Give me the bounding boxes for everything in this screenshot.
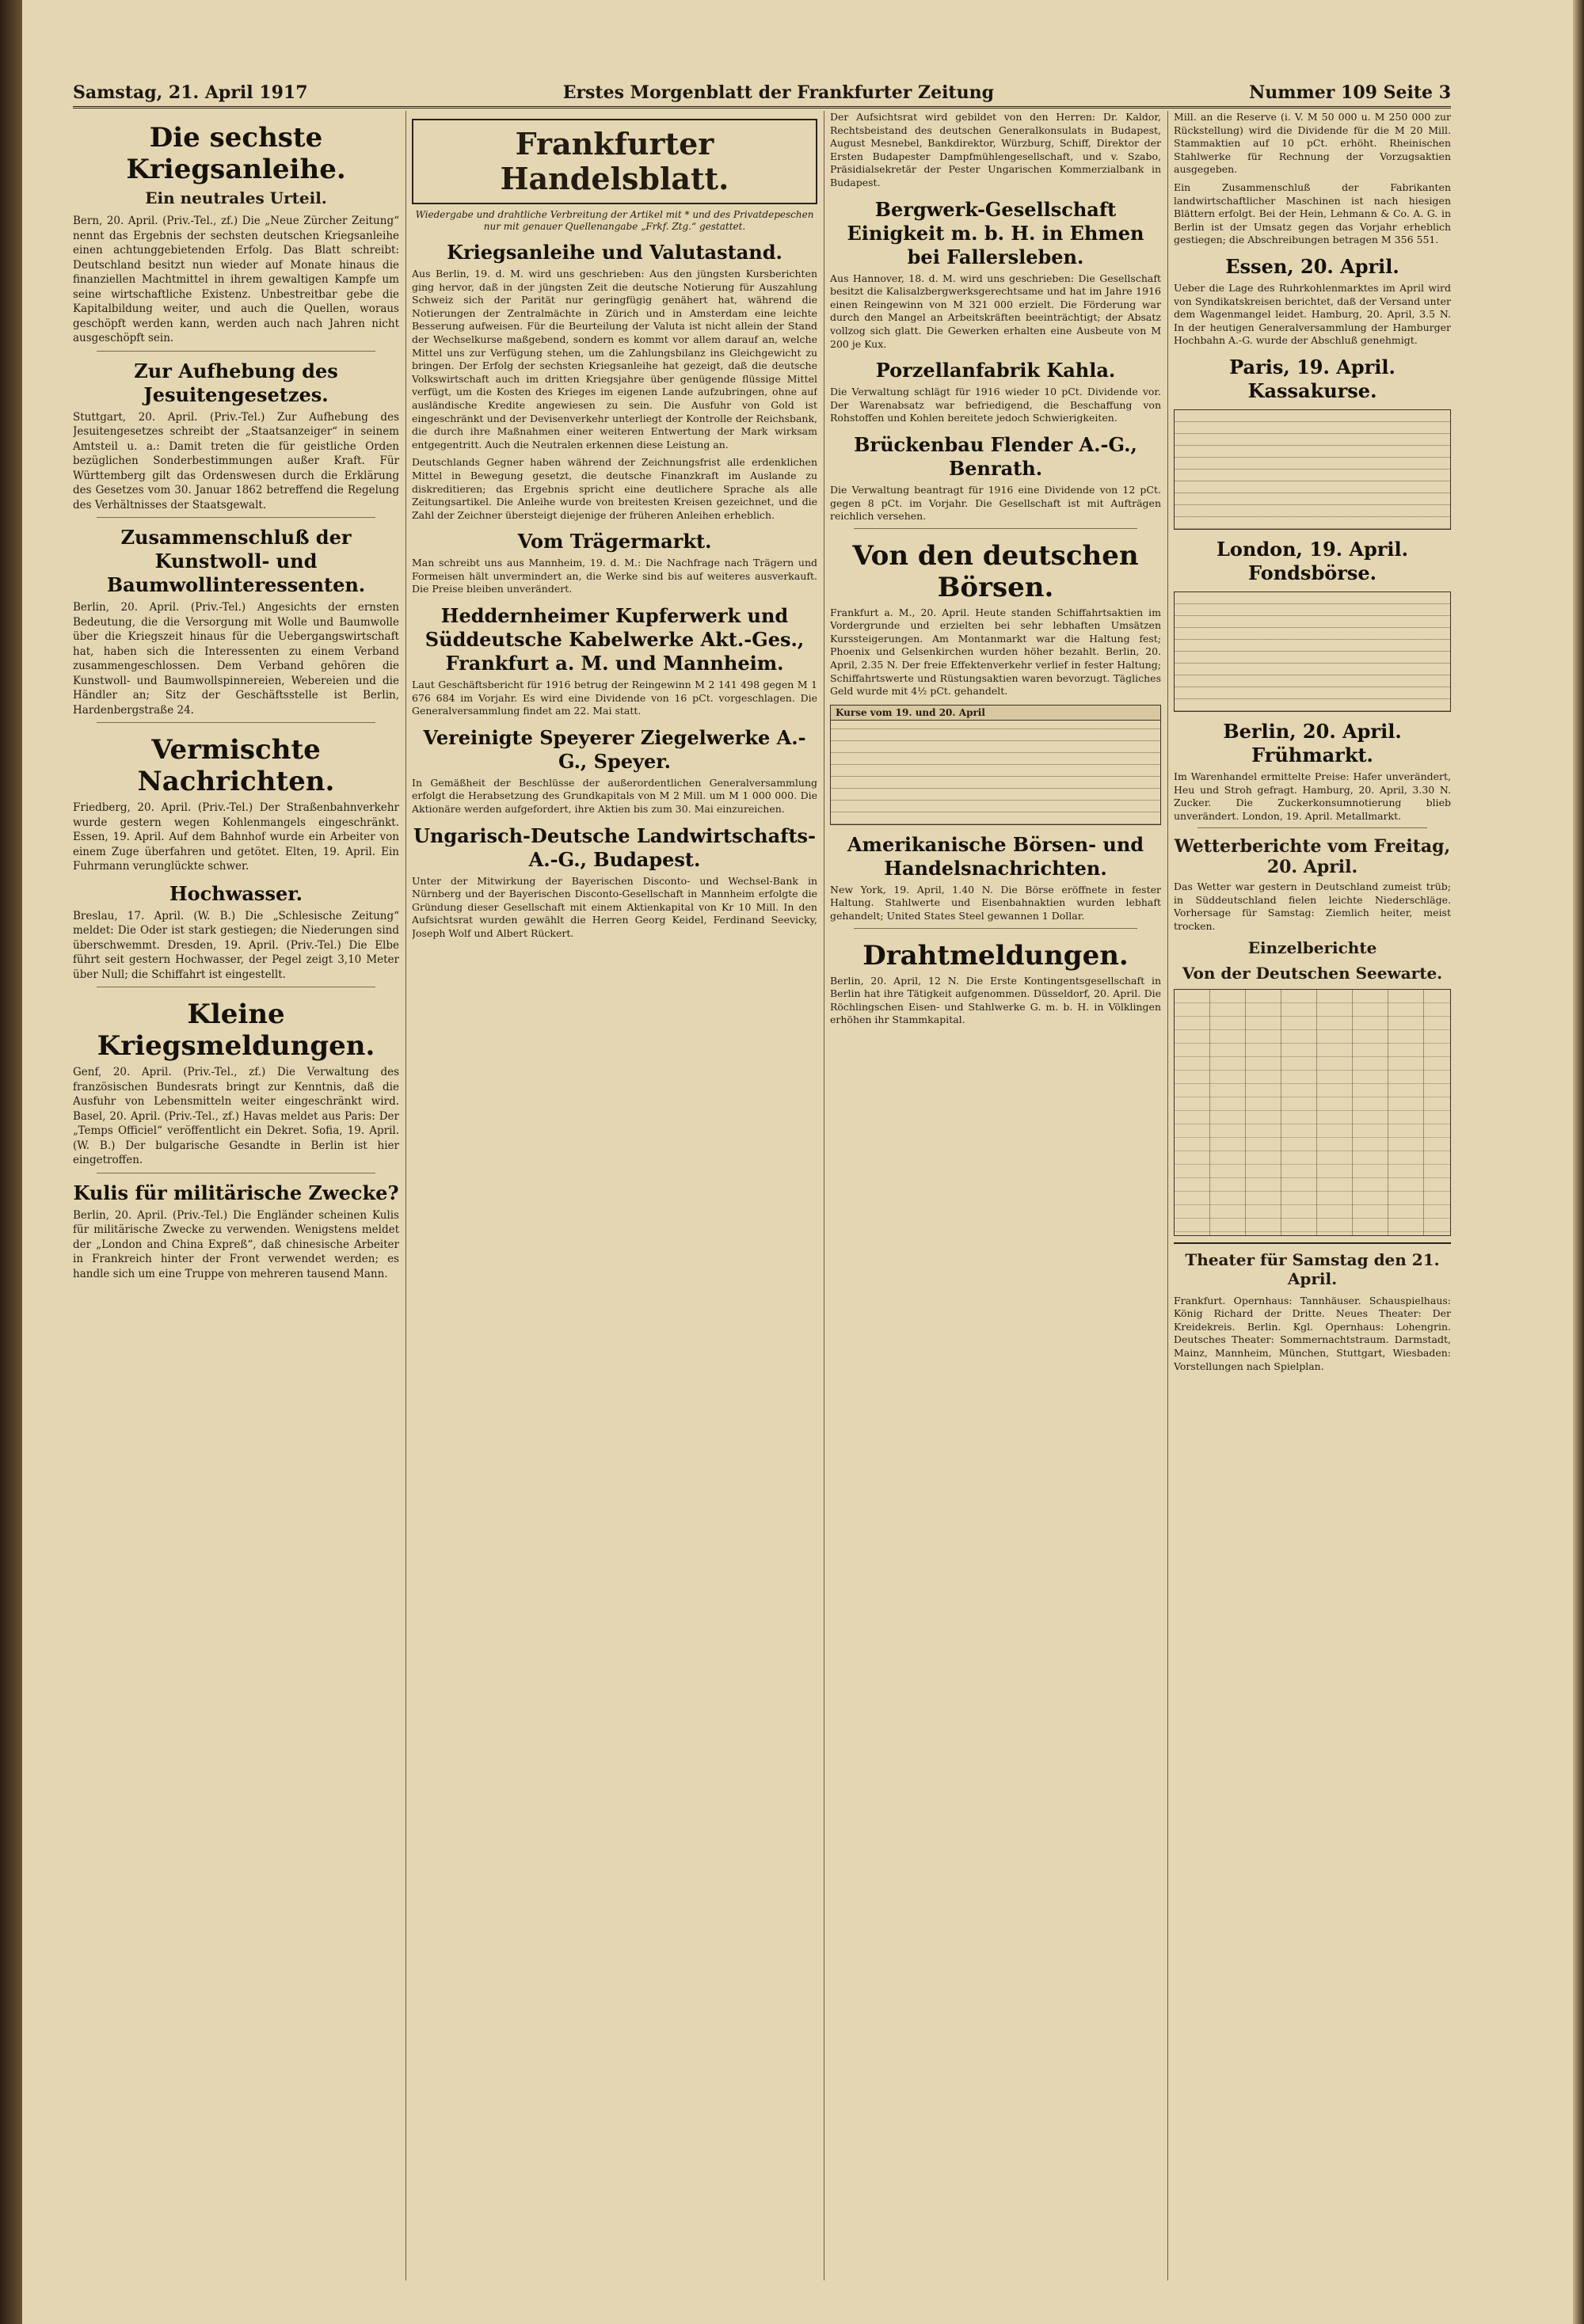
article-text: In Gemäßheit der Beschlüsse der außerordentlichen Generalversammlung erfolgt die Herabsetzung des Grundkapitals von M 2 Mill. um M 1 000 000. Die Aktionäre werden aufgefordert, ihre Aktien bis zum 30. Mai einzureichen. — [412, 776, 817, 816]
headline: Zusammenschluß der Kunstwoll- und Baumwollinteressenten. — [106, 526, 366, 596]
divider — [1198, 827, 1427, 828]
headline: Kriegsanleihe und Valutastand. — [447, 241, 782, 264]
headline: Vereinigte Speyerer Ziegelwerke A.-G., Speyer. — [423, 725, 806, 773]
article-text: Stuttgart, 20. April. (Priv.-Tel.) Zur Aufhebung des Jesuitengesetzes schreibt der „Staatsanzeiger“ in seinem Amtsteil u. a.: Damit treten die für geistliche Orden bezüglichen Sonderbestimmungen außer Kraft. Für Württemberg gilt das Ordenswesen durch die Erklärung des Gesetzes vom 30. Januar 1862 betreffend die Regelung des Verhältnisses der Staatsgewalt. — [73, 410, 399, 512]
headline: Von den deutschen Börsen. — [852, 539, 1139, 603]
section-intro: Wiedergabe und drahtliche Verbreitung der Artikel mit * und des Privatdepeschen nur mit genauer Quellenangabe „Frkf. Ztg.“ gestattet. — [415, 209, 814, 232]
article-text: Laut Geschäftsbericht für 1916 betrug der Reingewinn M 2 141 498 gegen M 1 676 684 im Vorjahr. Es wird eine Dividende von 16 pCt. vorgeschlagen. Die Generalversammlung findet am 22. Mai statt. — [412, 679, 817, 717]
book-spine — [0, 0, 22, 2324]
divider — [854, 528, 1137, 529]
article-text: New York, 19. April, 1.40 N. Die Börse eröffnete in fester Haltung. Stahlwerte und Eisenbahnaktien wurden lebhaft gehandelt; United States Steel gewannen 1 Dollar. — [830, 883, 1161, 922]
article-text: Aus Berlin, 19. d. M. wird uns geschrieben: Aus den jüngsten Kursberichten ging hervor, daß in der jüngsten Zeit die deutsche Notierung für Auszahlung Schweiz sich der Parität nur geringfügig genähert hat, während die Notierungen der Zentralmächte in Zürich und in Amsterdam eine leichte Besserung aufweisen. Für die Beurteilung der Valuta ist nicht allein der Stand der Wechselkurse maßgebend, sondern es kommt vor allem darauf an, welche Mittel uns zur Verfügung stehen, um die Zahlungsbilanz ins Gleichgewicht zu bringen. Der Erfolg der sechsten Kriegsanleihe hat gezeigt, daß die deutsche Volkswirtschaft auch im dritten Kriegsjahre über genügende flüssige Mittel verfügt, um die Kosten des Krieges im eigenen Lande aufzubringen, ohne auf ausländische Kredite angewiesen zu sein. Die Ausfuhr von Gold ist eingeschränkt und der Devisenverkehr unterliegt der Kontrolle der Reichsbank, die durch ihre Maßnahmen einer weiteren Entwertung der Mark wirksam entgegentritt. Auch die Neutralen erkennen diese Leistung an. — [412, 268, 817, 451]
article-text: Man schreibt uns aus Mannheim, 19. d. M.: Die Nachfrage nach Trägern und Formeisen hält unvermindert an, die Werke sind bis auf weiteres ausverkauft. Die Preise bleiben unverändert. — [412, 557, 817, 595]
table-header: Kurse vom 19. und 20. April — [831, 706, 1160, 721]
headline: Paris, 19. April. Kassakurse. — [1229, 355, 1396, 402]
paris-rates-table — [1174, 409, 1451, 530]
article-text: Ein Zusammenschluß der Fabrikanten landwirtschaftlicher Maschinen ist nach hiesigen Blättern erfolgt. Bei der Hein, Lehmann & Co. A. G. in Berlin ist der Umsatz gegen das Vorjahr erheblich gestiegen; die Abschreibungen betragen M 356 551. — [1174, 181, 1451, 246]
article-text: Genf, 20. April. (Priv.-Tel., zf.) Die Verwaltung des französischen Bundesrats bringt zur Kenntnis, daß die Ausfuhr von Lebensmitteln weiter eingeschränkt wird. Basel, 20. April. (Priv.-Tel., zf.) Havas meldet aus Paris: Der „Temps Officiel“ veröffentlicht ein Dekret. Sofia, 19. April. (W. B.) Der bulgarische Gesandte in Berlin ist hier eingetroffen. — [73, 1066, 399, 1166]
subheadline: Ein neutrales Urteil. — [145, 188, 327, 207]
london-rates-table — [1174, 591, 1451, 712]
weather-table — [1174, 989, 1451, 1236]
article-text: Im Warenhandel ermittelte Preise: Hafer unverändert, Heu und Stroh gefragt. Hamburg, 20. April, 3.30 N. Zucker. Die Zuckerkonsumnotierung blieb unverändert. London, 19. April. Metallmarkt. — [1174, 770, 1451, 822]
article-text: Bern, 20. April. (Priv.-Tel., zf.) Die „Neue Zürcher Zeitung“ nennt das Ergebnis der sechsten deutschen Kriegsanleihe einen achtunggebietenden Erfolg. Das Blatt schreibt: Deutschland besitzt nun wieder auf Monate hinaus die finanziellen Machtmittel in ihrem gewaltigen Kampfe um seine wirtschaftliche Existenz. Unbestreitbar gebe die Kapitalbildung weiter, und auch die Quellen, woraus geschöpft werden kann, werden auch nach Jahren nicht ausgeschöpft sein. — [73, 215, 399, 344]
column-4 — [1174, 111, 1451, 2280]
headline: Kulis für militärische Zwecke? — [73, 1181, 399, 1204]
section-banner — [412, 119, 817, 204]
headline: Vom Trägermarkt. — [517, 530, 712, 553]
headline: Bergwerk-Gesellschaft Einigkeit m. b. H. in Ehmen bei Fallersleben. — [847, 197, 1144, 268]
divider — [97, 722, 375, 723]
column-divider — [1167, 111, 1168, 2280]
headline: Heddernheimer Kupferwerk und Süddeutsche Kabelwerke Akt.-Ges., Frankfurt a. M. und Mannheim. — [425, 604, 805, 675]
masthead-title: Erstes Morgenblatt der Frankfurter Zeitung — [562, 82, 994, 103]
section-title: Frankfurter Handelsblatt. — [500, 126, 729, 196]
headline: Berlin, 20. April. Frühmarkt. — [1223, 719, 1402, 766]
headline: Brückenbau Flender A.-G., Benrath. — [854, 432, 1137, 480]
article-text: Deutschlands Gegner haben während der Zeichnungsfrist alle erdenklichen Mittel in Bewegung gesetzt, die deutsche Finanzkraft im Auslande zu diskreditieren; das Ergebnis spricht eine deutlichere Sprache als alle Zeitungsartikel. Die Anleihe wurde von breitesten Kreisen gezeichnet, und die Zahl der Zeichner übersteigt diejenige der früheren Anleihen erheblich. — [412, 456, 817, 521]
article-text: Das Wetter war gestern in Deutschland zumeist trüb; in Süddeutschland fielen leichte Niederschläge. Vorhersage für Samstag: Ziemlich heiter, meist trocken. — [1174, 881, 1451, 933]
headline: Zur Aufhebung des Jesuitengesetzes. — [134, 359, 338, 406]
article-text: Berlin, 20. April, 12 N. Die Erste Kontingentsgesellschaft in Berlin hat ihre Tätigkeit aufgenommen. Düsseldorf, 20. April. Die Röchlingschen Eisen- und Stahlwerke G. m. b. H. in Völklingen erhöhen ihr Stammkapital. — [830, 974, 1161, 1026]
article-text: Ueber die Lage des Ruhrkohlenmarktes im April wird von Syndikatskreisen berichtet, daß der Versand unter dem Wagenmangel leidet. Hamburg, 20. April, 3.5 N. In der heutigen Generalversammlung der Hamburger Hochbahn A.-G. wurde der Abschluß genehmigt. — [1174, 281, 1451, 347]
divider — [854, 928, 1137, 929]
weather-headline: Wetterberichte vom Freitag, 20. April. — [1174, 836, 1451, 878]
article-text: Friedberg, 20. April. (Priv.-Tel.) Der Straßenbahnverkehr wurde gestern wegen Kohlenmangels eingeschränkt. Essen, 19. April. Auf dem Bahnhof wurde ein Arbeiter von einem Zuge überfahren und getötet. Elten, 19. April. Ein Fuhrmann verunglückte schwer. — [73, 801, 399, 873]
article-text: Berlin, 20. April. (Priv.-Tel.) Angesichts der ernsten Bedeutung, die die Versorgung mit Wolle und Baumwolle über die Kriegszeit hinaus für die Uebergangswirtschaft hat, haben sich die Interessenten zu einem Verband zusammengeschlossen. Dem Verband gehören die Kunstwoll- und Baumwollspinnereien, Webereien und die Händler an; Sitz der Geschäftsstelle ist Berlin, Hardenbergstraße 24. — [73, 601, 399, 717]
masthead — [73, 76, 1451, 108]
headline: Ungarisch-Deutsche Landwirtschafts-A.-G., Budapest. — [413, 823, 816, 871]
headline: Drahtmeldungen. — [862, 939, 1129, 972]
divider — [97, 351, 375, 352]
headline: Kleine Kriegsmeldungen. — [97, 998, 375, 1062]
headline: Porzellanfabrik Kahla. — [875, 359, 1116, 382]
article-text: Frankfurt. Opernhaus: Tannhäuser. Schauspielhaus: König Richard der Dritte. Neues Theater: Der Kreidekreis. Berlin. Kgl. Opernhaus: Lohengrin. Deutsches Theater: Sommernachtstraum. Darmstadt, Mainz, Mannheim, München, Stuttgart, Wiesbaden: Vorstellungen nach Spielplan. — [1174, 1294, 1451, 1372]
subheadline: Von der Deutschen Seewarte. — [1182, 963, 1443, 983]
article-text: Der Aufsichtsrat wird gebildet von den Herren: Dr. Kaldor, Rechtsbeistand des deutschen Generalkonsulats in Budapest, August Mesnebel, Bankdirektor, Würzburg, Schiff, Direktor der Ersten Budapester Dampfmühlengesellschaft, und v. Szabo, Präsidialsekretär der Pester Ungarischen Kommerzialbank in Budapest. — [830, 111, 1161, 188]
article-text: Berlin, 20. April. (Priv.-Tel.) Die Engländer scheinen Kulis für militärische Zwecke zu verwenden. Wenigstens meldet der „London and China Expreß“, daß chinesische Arbeiter in Frankreich hinter der Front verwendet werden; es handle sich um eine Truppe von mehreren tausend Mann. — [73, 1208, 399, 1280]
masthead-date: Samstag, 21. April 1917 — [73, 82, 308, 103]
article-text: Frankfurt a. M., 20. April. Heute standen Schiffahrtsaktien im Vordergrunde und erzielten bei sehr lebhaften Umsätzen Kurssteigerungen. Am Montanmarkt war die Haltung fest; Phoenix und Gelsenkirchen wurden höher bezahlt. Berlin, 20. April, 2.35 N. Der freie Effektenverkehr verlief in fester Haltung; Schiffahrtswerte und Rüstungsaktien waren bevorzugt. Tägliches Geld wurde mit 4½ pCt. gehandelt. — [830, 606, 1161, 698]
subheadline: Einzelberichte — [1247, 938, 1377, 957]
theater-section — [1174, 1242, 1451, 1374]
divider — [97, 517, 375, 518]
article-text: Breslau, 17. April. (W. B.) Die „Schlesische Zeitung“ meldet: Die Oder ist stark gestiegen; die Niederungen sind überschwemmt. Dresden, 19. April. (Priv.-Tel.) Die Elbe führt seit gestern Hochwasser, der Pegel zeigt 3,10 Meter über Null; die Schiffahrt ist eingestellt. — [73, 909, 399, 981]
article-text: Die Verwaltung beantragt für 1916 eine Dividende von 12 pCt. gegen 8 pCt. im Vorjahr. Die Gesellschaft ist mit Aufträgen reichlich versehen. — [830, 483, 1161, 523]
page-edge — [1573, 0, 1584, 2324]
headline: Amerikanische Börsen- und Handelsnachrichten. — [847, 832, 1144, 880]
column-3 — [830, 111, 1161, 2280]
headline: Hochwasser. — [169, 881, 303, 905]
headline: Essen, 20. April. — [1225, 254, 1399, 278]
column-2 — [412, 111, 817, 2280]
stock-table — [830, 705, 1161, 825]
article-text: Aus Hannover, 18. d. M. wird uns geschrieben: Die Gesellschaft besitzt die Kalisalzbergwerksgerechtsame und hat im Jahre 1916 einen Reingewinn von M 321 000 erzielt. Die Förderung war durch den Mangel an Arbeitskräften beeinträchtigt; der Absatz vollzog sich glatt. Die Gewerken erhalten eine Ausbeute von M 200 je Kux. — [830, 272, 1161, 350]
headline: Die sechste Kriegsanleihe. — [126, 122, 346, 185]
masthead-number: Nummer 109 Seite 3 — [1249, 82, 1451, 103]
column-1 — [73, 111, 399, 2280]
theater-headline: Theater für Samstag den 21. April. — [1185, 1249, 1440, 1288]
article-text: Unter der Mitwirkung der Bayerischen Disconto- und Wechsel-Bank in Nürnberg und der Bayerischen Disconto-Gesellschaft in Mannheim erfolgte die Gründung dieser Gesellschaft mit einem Aktienkapital von Kr 10 Mill. In den Aufsichtsrat wurden gewählt die Herren Georg Keidel, Ferdinand Seevicky, Joseph Wolf und Albert Rückert. — [412, 874, 817, 939]
article-text: Mill. an die Reserve (i. V. M 50 000 u. M 250 000 zur Rückstellung) wird die Dividende für die M 20 Mill. Stammaktien auf 10 pCt. erhöht. Rheinischen Stahlwerke für Rechnung der Vorzugsaktien ausgegeben. — [1174, 111, 1451, 176]
headline: London, 19. April. Fondsbörse. — [1216, 537, 1409, 584]
headline: Vermischte Nachrichten. — [137, 734, 335, 797]
article-text: Die Verwaltung schlägt für 1916 wieder 10 pCt. Dividende vor. Der Warenabsatz war befriedigend, die Beschaffung von Rohstoffen und Kohlen bereitete jedoch Schwierigkeiten. — [830, 386, 1161, 424]
